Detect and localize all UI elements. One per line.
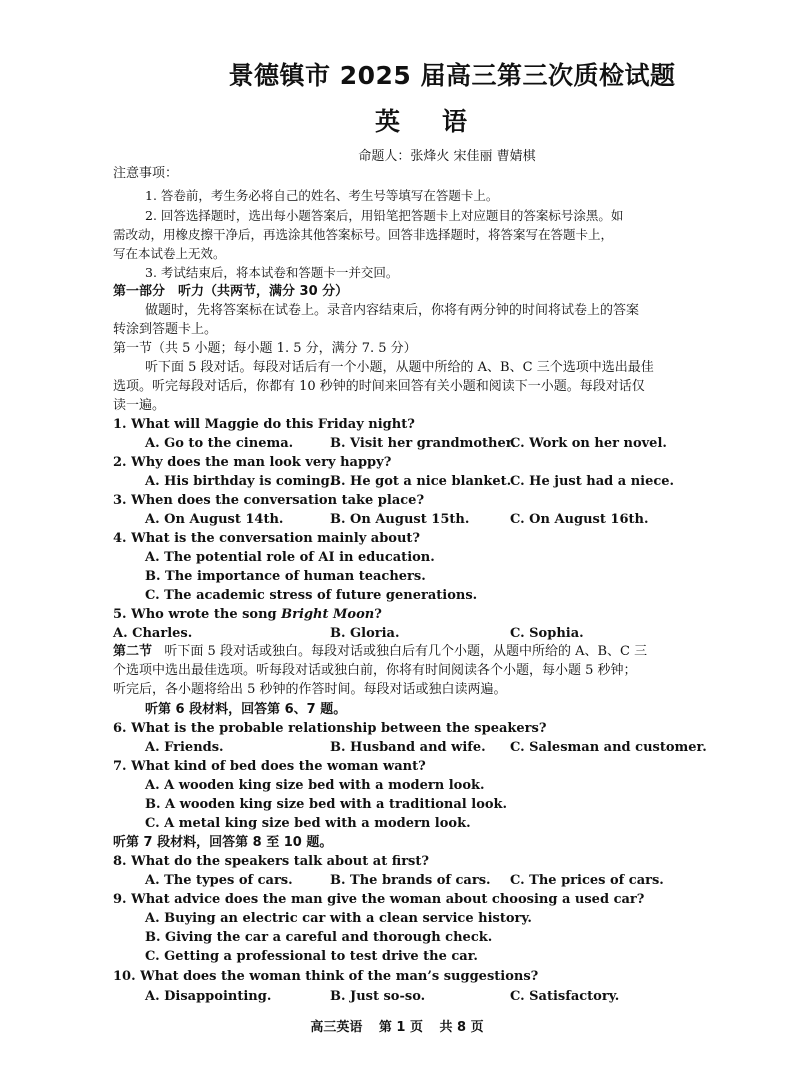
q2-option-a: A. His birthday is coming. [145, 474, 335, 489]
material-7-heading: 听第 7 段材料，回答第 8 至 10 题。 [113, 835, 333, 850]
part1-heading: 第一部分 听力（共两节，满分 30 分） [113, 284, 349, 299]
q3-option-c: C. On August 16th. [510, 512, 649, 527]
section1-intro-line3: 读一遍。 [113, 398, 166, 413]
material-6-heading: 听第 6 段材料，回答第 6、7 题。 [145, 702, 347, 717]
q3-option-a: A. On August 14th. [145, 512, 284, 527]
q10-option-a: A. Disappointing. [145, 989, 272, 1004]
notice-heading: 注意事项： [113, 166, 179, 181]
q1-option-b: B. Visit her grandmother. [330, 436, 516, 451]
q2-option-c: C. He just had a niece. [510, 474, 675, 489]
q9-option-c: C. Getting a professional to test drive the car. [145, 949, 478, 964]
notice-item-3: 3. 考试结束后，将本试卷和答题卡一并交回。 [145, 265, 399, 280]
q1-stem: 1. What will Maggie do this Friday night? [113, 417, 415, 432]
section1-intro-line1: 听下面 5 段对话。每段对话后有一个小题，从题中所给的 A、B、C 三个选项中选出最佳 [145, 360, 654, 375]
notice-item-2-line2: 需改动，用橡皮擦干净后，再选涂其他答案标号。回答非选择题时，将答案写在答题卡上， [113, 227, 614, 242]
part1-intro-line1: 做题时，先将答案标在试卷上。录音内容结束后，你将有两分钟的时间将试卷上的答案 [145, 303, 640, 318]
section2-intro-line1: 听下面 5 段对话或独白。每段对话或独白后有几个小题，从题中所给的 A、B、C 三 [164, 644, 648, 659]
notice-item-2-line1: 2. 回答选择题时，选出每小题答案后，用铅笔把答题卡上对应题目的答案标号涂黑。如 [145, 208, 624, 223]
section1-heading: 第一节（共 5 小题；每小题 1. 5 分，满分 7. 5 分） [113, 341, 417, 356]
q9-option-b: B. Giving the car a careful and thorough check. [145, 930, 493, 945]
q6-option-b: B. Husband and wife. [330, 740, 486, 755]
q5-option-c: C. Sophia. [510, 626, 584, 641]
q6-stem: 6. What is the probable relationship between the speakers? [113, 721, 547, 736]
q5-option-b: B. Gloria. [330, 626, 400, 641]
q1-option-c: C. Work on her novel. [510, 436, 667, 451]
q1-option-a: A. Go to the cinema. [145, 436, 294, 451]
q8-option-a: A. The types of cars. [145, 873, 293, 888]
footer-total-pages: 共 8 页 [439, 1020, 484, 1035]
footer-subject: 高三英语 [310, 1020, 363, 1035]
q10-option-b: B. Just so-so. [330, 989, 426, 1004]
notice-item-1: 1. 答卷前，考生务必将自己的姓名、考生号等填写在答题卡上。 [145, 188, 499, 203]
q4-option-a: A. The potential role of AI in education. [145, 550, 435, 565]
q8-stem: 8. What do the speakers talk about at first? [113, 854, 429, 869]
q4-option-c: C. The academic stress of future generations. [145, 588, 478, 603]
q7-stem: 7. What kind of bed does the woman want? [113, 759, 426, 774]
q7-option-a: A. A wooden king size bed with a modern look. [145, 778, 485, 793]
section2-intro-line2: 个选项中选出最佳选项。听每段对话或独白前，你将有时间阅读各个小题，每小题 5 秒钟； [113, 663, 637, 678]
exam-authors: 命题人：张烽火 宋佳丽 曹婧棋 [358, 149, 536, 164]
page-footer [0, 1016, 794, 1035]
q2-option-b: B. He got a nice blanket. [330, 474, 512, 489]
q4-option-b: B. The importance of human teachers. [145, 569, 426, 584]
section2-intro-line3: 听完后，各小题将给出 5 秒钟的作答时间。每段对话或独白读两遍。 [113, 682, 507, 697]
q5-song-title: Bright Moon [281, 607, 375, 622]
q5-stem-suffix: ? [374, 607, 382, 622]
q4-stem: 4. What is the conversation mainly about? [113, 531, 421, 546]
section2-heading: 第二节 [113, 644, 153, 659]
q9-stem: 9. What advice does the man give the woman about choosing a used car? [113, 892, 645, 907]
footer-page-number: 第 1 页 [378, 1020, 423, 1035]
q2-stem: 2. Why does the man look very happy? [113, 455, 392, 470]
q5-option-a: A. Charles. [113, 626, 193, 641]
q10-stem: 10. What does the woman think of the man’s suggestions? [113, 969, 539, 984]
q9-option-a: A. Buying an electric car with a clean service history. [145, 911, 532, 926]
q6-option-c: C. Salesman and customer. [510, 740, 707, 755]
q7-option-b: B. A wooden king size bed with a traditional look. [145, 797, 508, 812]
part1-intro-line2: 转涂到答题卡上。 [113, 322, 218, 337]
exam-title: 景德镇市 2025 届高三第三次质检试题 [228, 61, 676, 90]
exam-subject: 英语 [374, 107, 509, 136]
q5-stem-prefix: 5. Who wrote the song [113, 607, 282, 622]
q7-option-c: C. A metal king size bed with a modern look. [145, 816, 471, 831]
q3-option-b: B. On August 15th. [330, 512, 470, 527]
q10-option-c: C. Satisfactory. [510, 989, 620, 1004]
notice-item-2-line3: 写在本试卷上无效。 [113, 246, 226, 261]
section2-line1 [113, 643, 647, 661]
section1-intro-line2: 选项。听完每段对话后，你都有 10 秒钟的时间来回答有关小题和阅读下一小题。每段对话仅 [113, 379, 645, 394]
q6-option-a: A. Friends. [145, 740, 224, 755]
q8-option-b: B. The brands of cars. [330, 873, 491, 888]
q5-stem [113, 606, 382, 624]
q8-option-c: C. The prices of cars. [510, 873, 664, 888]
q3-stem: 3. When does the conversation take place? [113, 493, 425, 508]
